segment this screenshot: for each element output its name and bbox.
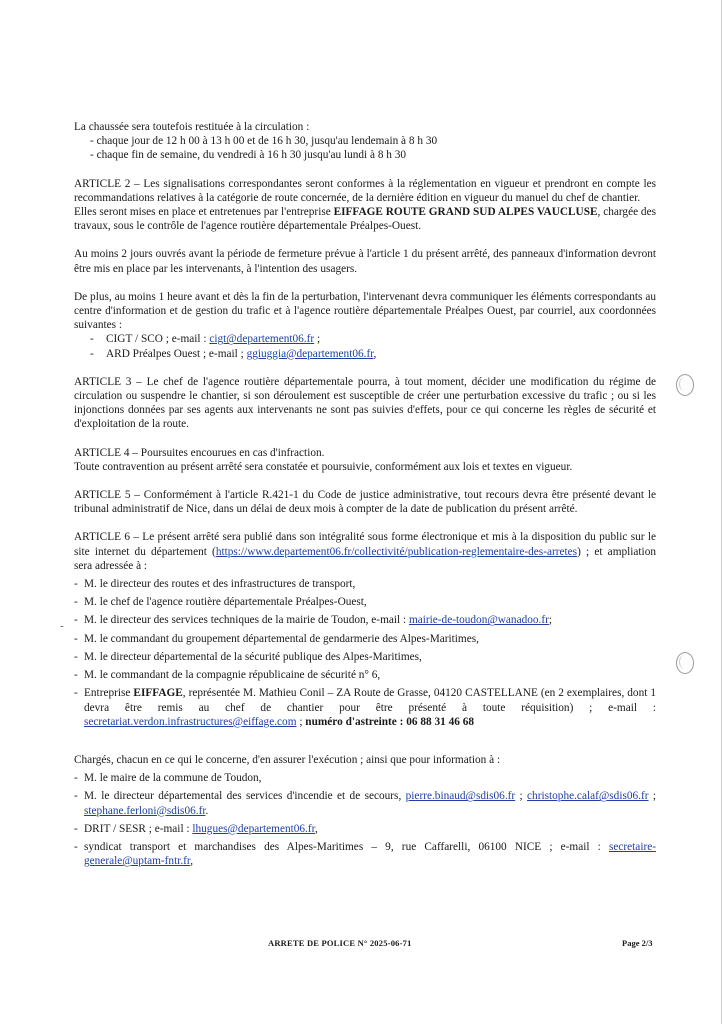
article-2-p4: De plus, au moins 1 heure avant et dès la fin de la perturbation, l'intervenant devra communiquer les éléments correspondants au centre d'information et de gestion du trafic et à l'agence routière départementale Préalpes Ouest, par courriel, aux coordonnées suivantes : — [74, 290, 656, 332]
text: ARD Préalpes Ouest ; e-mail ; — [106, 347, 247, 360]
text: ARTICLE 6 – Le présent arrêté sera publié dans son intégralité sous forme électronique et mis à la disposition du public sur le site internet du département ( — [74, 531, 656, 558]
text: , — [314, 822, 318, 835]
article-2-p3: Au moins 2 jours ouvrés avant la période de fermeture prévue à l'article 1 du présent arrêté, des panneaux d'information devront être mis en place par les intervenants, à l'intention des usagers. — [74, 248, 656, 275]
text: CIGT / SCO ; e-mail : — [106, 333, 210, 346]
punch-hole — [676, 652, 694, 674]
scan-edge — [721, 0, 722, 1024]
article-2-p1: ARTICLE 2 – Les signalisations correspondantes seront conformes à la réglementation en vigueur et prendront en compte les recommandations relatives à la catégorie de route concernée, de la dernière édition en vigueur du manuel du chef de chantier. — [74, 177, 656, 204]
recipient-item: - M. le commandant du groupement départemental de gendarmerie des Alpes-Maritimes, — [74, 632, 656, 646]
restitution-item: - chaque fin de semaine, du vendredi à 16 h 30 jusqu'au lundi à 8 h 30 — [90, 149, 407, 162]
company-name: EIFFAGE — [133, 687, 183, 700]
recipient-item — [74, 840, 656, 868]
restitution-section — [74, 120, 656, 163]
email-link[interactable]: secretaire-generale@uptam-fntr.fr — [84, 840, 656, 868]
contact-item — [74, 347, 656, 361]
publication-link[interactable]: https://www.departement06.fr/collectivité/publication-reglementaire-des-arretes — [215, 545, 578, 558]
text: Entreprise — [84, 687, 134, 700]
article-6-intro — [74, 530, 656, 573]
text: , — [373, 347, 377, 360]
email-link[interactable]: ggiuggia@departement06.fr — [246, 347, 374, 360]
punch-hole — [676, 374, 694, 396]
email-link[interactable]: lhugues@departement06.fr — [192, 822, 315, 835]
article-4-text: Toute contravention au présent arrêté sera constatée et poursuivie, conformément aux lois et textes en vigueur. — [74, 460, 573, 473]
recipient-item — [74, 613, 656, 627]
charges-section — [74, 753, 656, 868]
recipient-item-eiffage — [74, 686, 656, 729]
email-link[interactable]: stephane.ferloni@sdis06.fr — [84, 804, 206, 817]
text: , représentée M. Mathieu Conil – ZA Route de Grasse, 04120 CASTELLANE (en 2 exemplaires, dont 1 devra être remis au chef de chantier pour être présenté à toute réquisition) ; e-mail : — [84, 687, 657, 714]
text: ; — [548, 614, 553, 627]
text: syndicat transport et marchandises des Alpes-Maritimes – 9, rue Caffarelli, 06100 NICE ; e-mail : — [84, 840, 609, 853]
email-link[interactable]: cigt@departement06.fr — [209, 333, 315, 346]
recipient-item — [74, 822, 656, 836]
email-link[interactable]: secretariat.verdon.infrastructures@eiffage.com — [84, 715, 297, 728]
footer-title: ARRETE DE POLICE N° 2025-06-71 — [268, 938, 412, 948]
astreinte-number: numéro d'astreinte : 06 88 31 46 68 — [305, 715, 475, 728]
recipient-item: - M. le chef de l'agence routière départementale Préalpes-Ouest, — [74, 595, 656, 609]
recipient-item: - M. le directeur des routes et des infrastructures de transport, — [74, 577, 656, 591]
contact-item — [74, 332, 656, 346]
text: M. le directeur départemental des services d'incendie et de secours, — [84, 790, 406, 803]
text: , — [190, 855, 194, 868]
text: ; — [296, 715, 306, 728]
recipient-item: - M. le maire de la commune de Toudon, — [74, 771, 656, 785]
article-2 — [74, 177, 656, 234]
text: M. le directeur des services techniques de la mairie de Toudon, e-mail : — [84, 614, 409, 627]
margin-mark: - — [60, 620, 64, 632]
recipient-item: - M. le directeur départemental de la sécurité publique des Alpes-Maritimes, — [74, 650, 656, 664]
text: Elles seront mises en place et entretenues par l'entreprise — [74, 206, 334, 219]
email-link[interactable]: christophe.calaf@sdis06.fr — [527, 790, 649, 803]
recipient-item: - M. le commandant de la compagnie républicaine de sécurité n° 6, — [74, 668, 656, 682]
article-6 — [74, 530, 656, 728]
article-2-contacts — [74, 290, 656, 361]
email-link[interactable]: pierre.binaud@sdis06.fr — [405, 790, 516, 803]
article-5: ARTICLE 5 – Conformément à l'article R.421-1 du Code de justice administrative, tout recours devra être présenté devant le tribunal administratif de Nice, dans un délai de deux mois à compter de la date de publication du présent arrêté. — [74, 489, 656, 516]
text: ; — [648, 790, 656, 803]
text: , chargée des travaux, sous le contrôle de l'agence routière départementale Préalpes-Ouest. — [74, 206, 656, 233]
restitution-line: La chaussée sera toutefois restituée à la circulation : — [74, 121, 310, 133]
article-3: ARTICLE 3 – Le chef de l'agence routière départementale pourra, à tout moment, décider une modification du régime de circulation ou suspendre le chantier, si son déroulement est susceptible de créer une perturbation excessive du trafic ; ou si les injonctions données par ses agents aux intervenants ne sont pas suivies d'effets, pour ce qui concerne les règles de sécurité et d'exploitation de la route. — [74, 375, 656, 431]
text: ) ; et ampliation sera adressée à : — [74, 545, 656, 572]
article-4-title: ARTICLE 4 – Poursuites encourues en cas d'infraction. — [74, 446, 325, 459]
page-number: Page 2/3 — [622, 938, 653, 948]
article-4 — [74, 446, 656, 474]
text: DRIT / SESR ; e-mail : — [84, 822, 193, 835]
document-body — [74, 120, 656, 872]
recipient-item-sdis — [74, 789, 656, 817]
email-link[interactable]: mairie-de-toudon@wanadoo.fr — [408, 614, 549, 627]
charges-line: Chargés, chacun en ce qui le concerne, d'en assurer l'exécution ; ainsi que pour information à : — [74, 753, 501, 766]
text: ; — [314, 333, 321, 346]
text: . — [205, 804, 209, 817]
restitution-item: - chaque jour de 12 h 00 à 13 h 00 et de 16 h 30, jusqu'au lendemain à 8 h 30 — [90, 135, 438, 148]
company-name: EIFFAGE ROUTE GRAND SUD ALPES VAUCLUSE — [333, 206, 598, 219]
text: ; — [515, 790, 528, 803]
article-2-p2 — [74, 205, 656, 233]
